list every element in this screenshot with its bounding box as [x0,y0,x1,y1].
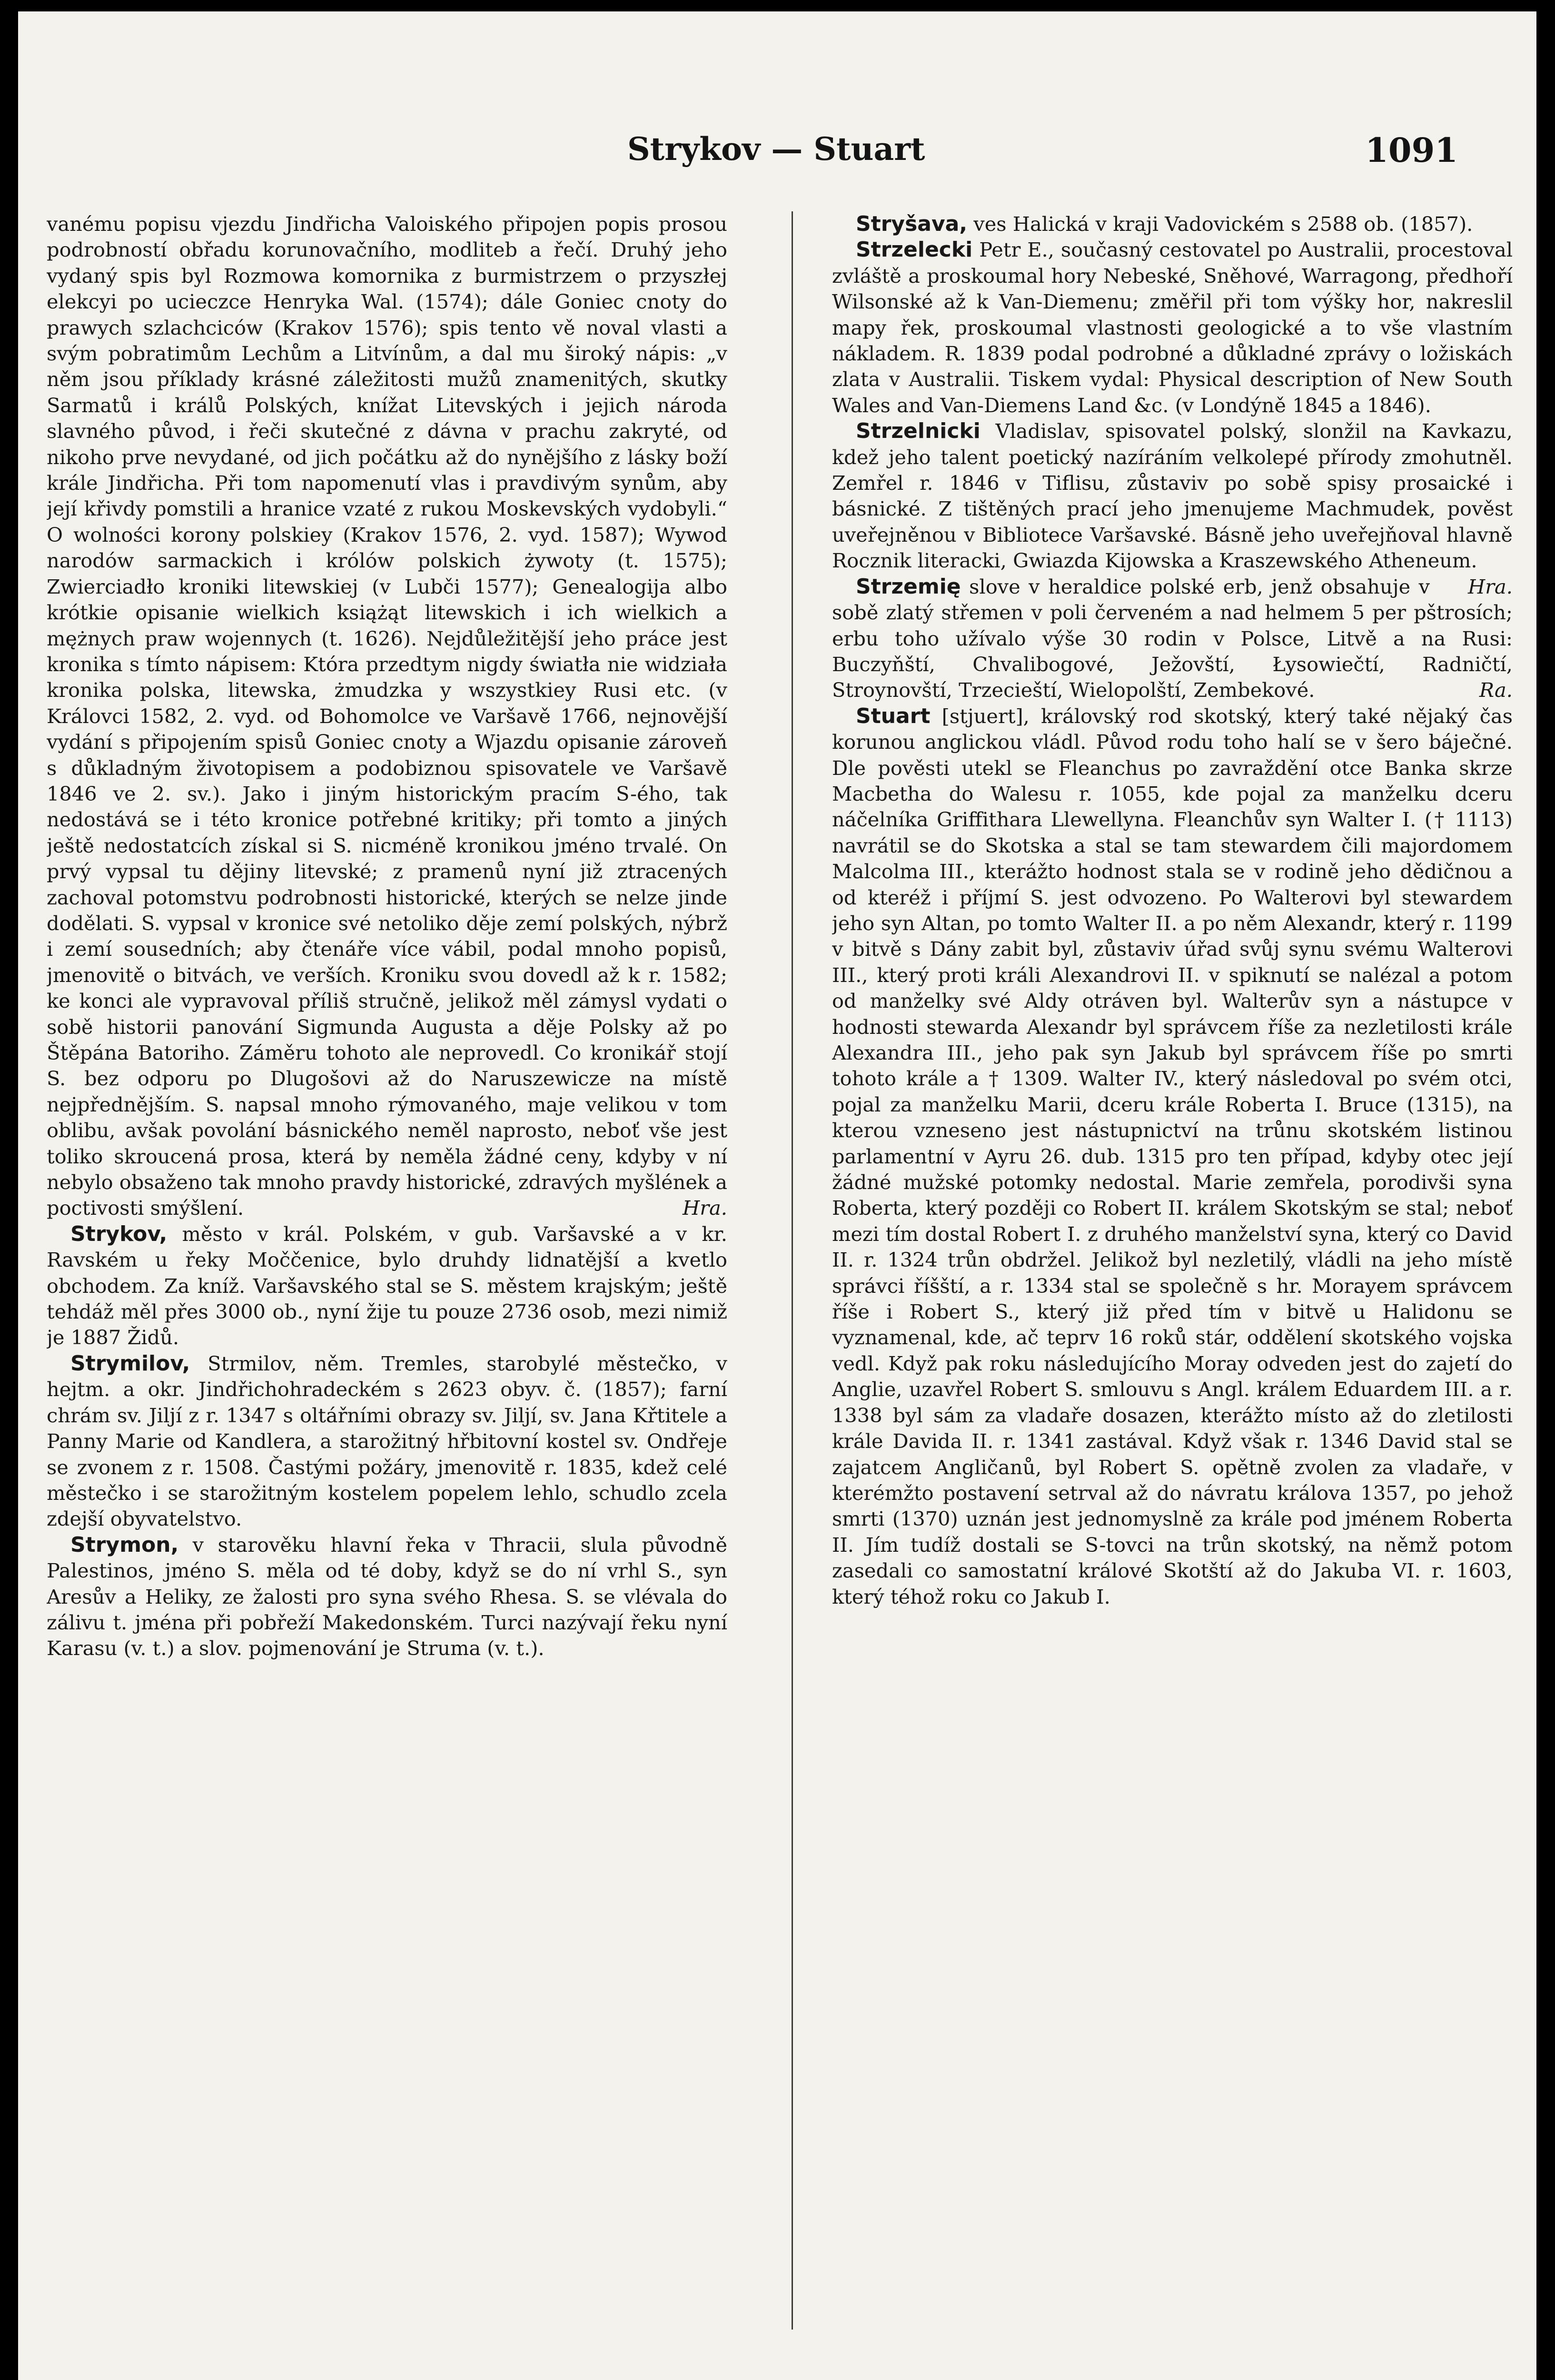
entry-headword: Stuart [856,704,931,728]
entry-strymon [47,1532,727,1662]
entry-strykov [47,1221,727,1351]
entry-text: Petr E., současný cestovatel po Australii, procestoval zvláště a proskoumal hory Nebeské, Sněhové, Warragong, předhoří Wilsonské až k Van-Diemenu; změřil při tom výšky hor, nakreslil mapy řek, proskoumal vlastnosti geologické a to vše vlastním nákladem. R. 1839 podal podrobné a důkladné zprávy o ložiskách zlata v Australii. Tiskem vydal: Physical description of New South Wales and Van-Diemens Land &c. (v Londýně 1845 a 1846). [832,238,1513,417]
paragraph-text: vanému popisu vjezdu Jindřicha Valoiského připojen popis prosou podrobností obřadu korunovačního, modliteb a řečí. Druhý jeho vydaný spis byl Rozmowa komornika z burmistrzem o przyszłej elekcyi po ucieczce Henryka Wal. (1574); dále Goniec cnoty do prawych szlachciców (Krakov 1576); spis tento vě noval vlasti a svým pobratimům Lechům a Litvínům, a dal mu široký nápis: „v něm jsou příklady krásné záležitosti mužů znamenitých, skutky Sarmatů i králů Polských, knížat Litevských i jejich národa slavného původ, i řeči skutečné z dávna v prachu zakryté, od nikoho prve nevydané, od jich počátku až do nynějšího z lásky boží krále Jindřicha. Při tom napomenutí vlas i pravdivým synům, aby její křivdy pomstili a hranice vzaté z rukou Moskevských vydobyli.“ O wolności korony polskiey (Krakov 1576, 2. vyd. 1587); Wywod narodów sarmackich i królów polskich żywoty (t. 1575); Zwierciadło kroniki litewskiej (v Lubči 1577); Genealogija albo krótkie opisanie wielkich książąt litewskich i ich wielkich a mężnych praw wojennych (t. 1626). Nejdůležitější jeho práce jest kronika s tímto nápisem: Która przedtym nigdy światła nie widziała kronika polska, litewska, żmudzka y wszystkiey Rusi etc. (v Královci 1582, 2. vyd. od Bohomolce ve Varšavě 1766, nejnovější vydání s připojením spisů Goniec cnoty a Wjazdu opisanie zároveň s důkladným životopisem a podobiznou spisovatele ve Varšavě 1846 ve 2. sv.). Jako i jiným historickým pracím S-ého, tak nedostává se i této kronice potřebné kritiky; při tomto a jiných ještě nedostatcích získal si S. nicméně kronikou jméno trvalé. On prvý vypsal tu dějiny litevské; z pramenů nyní již ztracených zachoval potomstvu podrobnosti historické, kterých se nelze jinde dodělati. S. vypsal v kronice své netoliko děje zemí polských, nýbrž i zemí sousedních; aby čtenáře více vábil, podal mnoho popisů, jmenovitě o bitvách, ve verších. Kroniku svou dovedl až k r. 1582; ke konci ale vypravoval příliš stručně, jelikož měl zámysl vydati o sobě historii panování Sigmunda Augusta a děje Polsky až po Štěpána Batoriho. Záměru tohoto ale neprovedl. Co kronikář stojí S. bez odporu po Dlugošovi až do Naruszewicze na místě nejpřednějším. S. napsal mnoho rýmovaného, maje velikou v tom oblibu, avšak povolání básnického neměl naprosto, neboť vše jest toliko skroucená prosa, která by neměla žádné ceny, kdyby v ní nebylo obsaženo tak mnoho pravdy historické, zdravých myšlének a poctivosti smýšlení. [47,212,727,1220]
entry-strzemie [832,574,1513,704]
entry-strymilov [47,1351,727,1532]
article-continuation [47,211,727,1221]
entry-text: ves Halická v kraji Vadovickém s 2588 ob. (1857). [973,212,1473,236]
entry-text: v starověku hlavní řeka v Thracii, slula původně Palestinos, jméno S. měla od té doby, když se do ní vrhl S., syn Aresův a Heliky, ze žalosti pro syna svého Rhesa. S. se vlévala do zálivu t. jména při pobřeží Makedonském. Turci nazývají řeku nyní Karasu (v. t.) a slov. pojmenování je Struma (v. t.). [47,1533,727,1660]
entry-text: [stjuert], královský rod skotský, který také nějaký čas korunou anglickou vládl. Původ rodu toho halí se v šero báječné. Dle pověsti utekl se Fleanchus po zavraždění otce Banka skrze Macbetha do Walesu r. 1055, kde pojal za manželku dceru náčelníka Griffithara Llewellyna. Fleanchův syn Walter I. († 1113) navrátil se do Skotska a stal se tam stewardem čili majordomem Malcolma III., kterážto hodnost stala se v rodině jeho dědičnou a od kteréž i příjmí S. jest odvozeno. Po Walterovi byl stewardem jeho syn Altan, po tomto Walter II. a po něm Alexandr, který r. 1199 v bitvě s Dány zabit byl, zůstaviv úřad svůj synu svému Walterovi III., který proti králi Alexandrovi II. v spiknutí se nalézal a potom od manželky své Aldy otráven byl. Walterův syn a nástupce v hodnosti stewarda Alexandr byl správcem říše za nezletilosti krále Alexandra III., jeho pak syn Jakub byl správcem říše po smrti tohoto krále a † 1309. Walter IV., který následoval po svém otci, pojal za manželku Marii, dceru krále Roberta I. Bruce (1315), na kterou vzneseno jest nástupnictví na trůnu skotském listinou parlamentní v Ayru 26. dub. 1315 pro ten případ, kdyby otec její žádné mužské potomky nedostal. Marie zemřela, porodivši syna Roberta, který později co Robert II. králem Skotským se stal; neboť mezi tím dostal Robert I. z druhého manželství syna, který co David II. r. 1324 trůn obdržel. Jelikož byl nezletilý, vládli na jeho místě správci říšští, a r. 1334 stal se společně s hr. Morayem správcem říše i Robert S., který již před tím v bitvě u Halidonu se vyznamenal, kde, ač teprv 16 roků stár, oddělení skotského vojska vedl. Když pak roku následujícího Moray odveden jest do zajetí do Anglie, uzavřel Robert S. smlouvu s Angl. králem Eduardem III. a r. 1338 byl sám za vladaře dosazen, kterážto místo až do zletilosti krále Davida II. r. 1341 zastával. Když však r. 1346 David stal se zajatcem Angličanů, byl Robert S. opětně zvolen za vladaře, v kterémžto postavení setrval až do návratu králova 1357, po jehož smrti (1370) uznán jest jednomyslně za krále pod jménem Roberta II. Jím tudíž dostali se S-tovci na trůn skotský, na němž potom zasedali co samostatní králové Skotští až do Jakuba VI. r. 1603, který téhož roku co Jakub I. [832,704,1513,1608]
entry-strysava [832,211,1513,237]
left-column [47,211,727,2330]
author-signature: Hra. [1468,575,1513,598]
book-page [18,11,1536,2380]
page-header [18,130,1536,188]
entry-text: Vladislav, spisovatel polský, slonžil na Kavkazu, kdež jeho talent poetický nazíráním velkolepé přírody zmohutněl. Zemřel r. 1846 v Tiflisu, zůstaviv po sobě spisy prosaické i básnické. Z tištěných prací jeho jmenujeme Machmudek, pověst uveřejněnou v Bibliotece Varšavské. Básně jeho uveřejňoval hlavně Rocznik literacki, Gwiazda Kijowska a Kraszewského Atheneum. [832,419,1513,573]
running-title: Strykov — Stuart [627,130,925,168]
entry-headword: Strymilov, [70,1351,190,1376]
entry-text: Strmilov, něm. Tremles, starobylé městečko, v hejtm. a okr. Jindřichohradeckém s 2623 obyv. č. (1857); farní chrám sv. Jiljí z r. 1347 s oltářními obrazy sv. Jiljí, sv. Jana Křtitele a Panny Marie od Kandlera, a starožitný hřbitovní kostel sv. Ondřeje se zvonem z r. 1508. Častými požáry, jmenovitě r. 1835, kdež celé městečko i se starožitným kostelem popelem lehlo, schudlo zcela zdejší obyvatelstvo. [47,1351,727,1531]
entry-headword: Stryšava, [856,212,968,236]
column-divider [792,211,793,2330]
page-number: 1091 [1365,130,1458,170]
entry-headword: Strzelnicki [856,419,981,444]
entry-headword: Strzelecki [856,238,973,262]
entry-stuart [832,704,1513,1610]
entry-text: město v král. Polském, v gub. Varšavské a v kr. Ravském u řeky Moččenice, bylo druhdy lidnatější a kvetlo obchodem. Za kníž. Varšavského stal se S. městem krajským; ještě tehdáž měl přes 3000 ob., nyní žije tu pouze 2736 osob, mezi nimiž je 1887 Židů. [47,1222,727,1349]
author-signature: Ra. [1479,678,1513,702]
entry-headword: Strymon, [70,1532,179,1557]
entry-headword: Strykov, [70,1221,168,1246]
entry-headword: Strzemię [856,574,961,599]
right-column [832,211,1513,2330]
entry-strzelecki [832,237,1513,418]
entry-text: slove v heraldice polské erb, jenž obsahuje v sobě zlatý střemen v poli červeném a nad helmem 5 per pštrosích; erbu toho užívalo výše 30 rodin v Polsce, Litvě a na Rusi: Buczyňští, Chvalibogové, Ježovští, Łysowiečtí, Radničtí, Stroynovští, Trzecieští, Wielopolští, Zembekové. [832,575,1513,702]
author-signature: Hra. [683,1196,727,1220]
